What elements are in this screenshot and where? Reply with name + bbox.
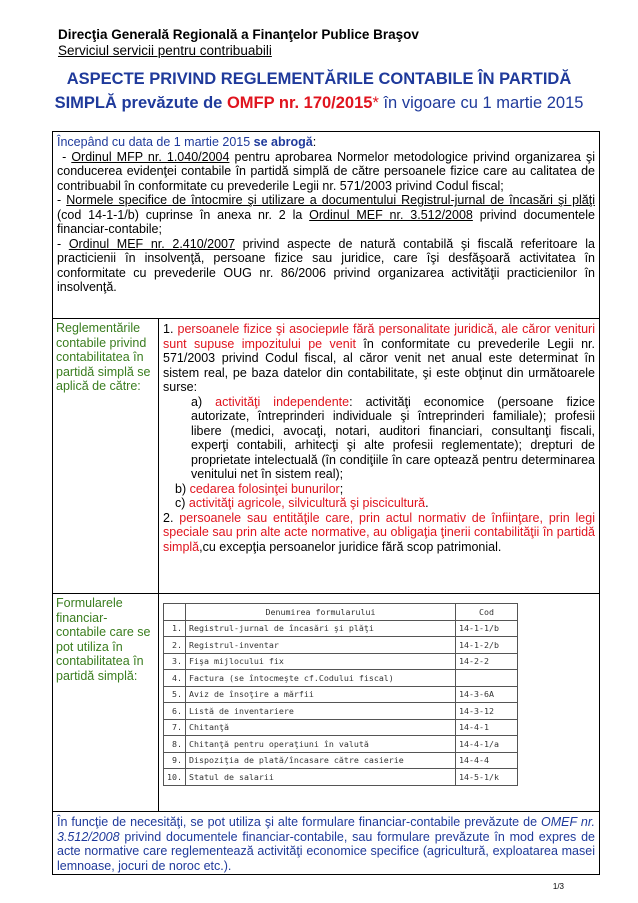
applicability-point-2: 2. persoanele sau entităţile care, prin actul normativ de înfiinţare, prin legi speciale sau prin alte acte normative, au obligaţia ţinerii contabilităţii în partidă simplă,cu excepţia persoanelor juridice fără scop patrimonial. — [163, 510, 595, 554]
document-title: ASPECTE PRIVIND REGLEMENTĂRILE CONTABILE ÎN PARTIDĂ — [66, 70, 572, 88]
form-code: 14-1-2/b — [456, 637, 518, 654]
form-name: Registrul-jurnal de încasări şi plăţi — [186, 620, 456, 637]
form-code: 14-3-6A — [456, 686, 518, 703]
form-number: 1. — [164, 620, 186, 637]
form-number: 4. — [164, 670, 186, 687]
column-header-name: Denumirea formularului — [186, 604, 456, 621]
order-link-3512[interactable]: Ordinul MEF nr. 3.512/2008 — [309, 207, 473, 222]
form-code — [456, 670, 518, 687]
omef-reference: OMEF nr. 3.512/2008 — [57, 815, 596, 844]
forms-table-row — [164, 736, 518, 753]
document-subtitle — [0, 94, 638, 113]
form-code: 14-4-4 — [456, 752, 518, 769]
forms-table-row — [164, 769, 518, 786]
form-number: 2. — [164, 637, 186, 654]
abrogation-lead: Începând cu data de 1 martie 2015 se abrogă: — [57, 135, 317, 149]
department-name: Serviciul servicii pentru contribuabili — [58, 43, 272, 58]
forms-table-row — [164, 653, 518, 670]
form-name: Statul de salarii — [186, 769, 456, 786]
forms-table — [163, 603, 518, 786]
form-name: Fişa mijlocului fix — [186, 653, 456, 670]
forms-table-row — [164, 752, 518, 769]
forms-content — [159, 594, 599, 811]
form-name: Dispoziţia de plată/încasare către casierie — [186, 752, 456, 769]
order-link-2410[interactable]: Ordinul MEF nr. 2.410/2007 — [68, 236, 235, 251]
source-a: a) activităţi independente: activităţi economice (persoane fizice autorizate, întreprinderi individuale şi întreprinderi familiale); profesii libere (medici, avocaţi, notari, auditori financiari, consultanţi fiscali, experţi contabili, arhitecţi şi alte profesii reglementate); drepturi de proprietate intelectuală (în condiţiile în care optează pentru determinarea venitului net în sistem real); — [191, 394, 596, 481]
forms-table-row — [164, 637, 518, 654]
source-b: b) cedarea folosinţei bunurilor; — [175, 481, 344, 496]
abrogated-item-1: - Ordinul MFP nr. 1.040/2004 pentru aprobarea Normelor metodologice privind organizarea şi conducerea evidenţei contabile în partidă simplă de către persoanele fizice care au calitatea de contribuabil în conformitate cu prevederile Legii nr. 571/2003 privind Codul fiscal; — [57, 149, 596, 193]
forms-label: Formularele financiar-contabile care se pot utiliza în contabilitatea în partidă simplă: — [53, 594, 159, 811]
subtitle-part-d: în vigoare cu 1 martie 2015 — [378, 94, 584, 112]
form-code: 14-2-2 — [456, 653, 518, 670]
forms-table-row — [164, 703, 518, 720]
form-name: Aviz de însoţire a mărfii — [186, 686, 456, 703]
forms-table-row — [164, 686, 518, 703]
form-number: 3. — [164, 653, 186, 670]
forms-table-header — [164, 604, 518, 621]
form-number: 5. — [164, 686, 186, 703]
form-name: Registrul-inventar — [186, 637, 456, 654]
applicability-point-1: 1. persoanele fizice şi asociериle fără personalitate juridică, ale căror venituri sunt supuse impozitului pe venit în conformitate cu prevederile Legii nr. 571/2003 privind Codul fiscal, al căror venit net anual este determinat în sistem real, pe baza datelor din contabilitate, şi este obţinut din următoarele surse: — [163, 322, 595, 394]
forms-table-row — [164, 719, 518, 736]
form-code: 14-1-1/b — [456, 620, 518, 637]
source-c: c) activităţi agricole, silvicultură şi piscicultură. — [175, 496, 429, 510]
forms-row — [52, 593, 600, 812]
forms-table-row — [164, 670, 518, 687]
form-code: 14-4-1 — [456, 719, 518, 736]
asterisk: * — [372, 94, 379, 112]
form-number: 7. — [164, 719, 186, 736]
form-name: Factura (se întocmeşte cf.Codului fiscal) — [186, 670, 456, 687]
forms-table-row — [164, 620, 518, 637]
form-code: 14-4-1/a — [456, 736, 518, 753]
abrogated-item-2: - Normele specifice de întocmire şi utilizare a documentului Registrul-jurnal de încasări şi plăţi (cod 14-1-1/b) cuprinse în anexa nr. 2 la Ordinul MEF nr. 3.512/2008 privind documentele financiar-contabile; — [57, 193, 595, 236]
applicability-content — [159, 319, 599, 593]
applicability-label: Reglementările contabile privind contabilitatea în partidă simplă se aplică de către: — [53, 319, 159, 593]
omfp-reference: OMFP nr. 170/2015 — [226, 94, 373, 112]
form-name: Chitanţă — [186, 719, 456, 736]
form-name: Listă de inventariere — [186, 703, 456, 720]
footer-note: În funcţie de necesităţi, se pot utiliza şi alte formulare financiar-contabile prevăzute de OMEF nr. 3.512/2008 privind documentele financiar-contabile, sau formulare prevăzute în mod expres de acte normative care reglementează activităţi economice specifice (agricultură, exploatarea masei lemnoase, jocuri de noroc etc.). — [52, 811, 600, 875]
subtitle-part-a: SIMPLĂ prevăzute de — [54, 94, 227, 112]
norms-link[interactable]: Normele specifice de întocmire şi utilizare a documentului Registrul-jurnal de încasări şi plăţi — [66, 193, 595, 207]
order-link-1040[interactable]: Ordinul MFP nr. 1.040/2004 — [71, 149, 230, 164]
column-header-code: Cod — [456, 604, 518, 621]
form-number: 10. — [164, 769, 186, 786]
institution-name: Direcţia Generală Regională a Finanţelor Publice Braşov — [58, 27, 419, 42]
form-name: Chitanţă pentru operaţiuni în valută — [186, 736, 456, 753]
form-code: 14-5-1/k — [456, 769, 518, 786]
abrogation-section — [52, 131, 600, 319]
form-number: 8. — [164, 736, 186, 753]
page-number: 1/3 — [552, 882, 564, 891]
form-code: 14-3-12 — [456, 703, 518, 720]
abrogated-item-3: - Ordinul MEF nr. 2.410/2007 privind aspecte de natură contabilă şi fiscală referitoare la practicienii în insolvenţă, persoane fizice sau juridice, care îşi desfăşoară activitatea în conformitate cu prevederile OUG nr. 86/2006 privind organizarea activităţii practicienilor în insolvenţă. — [57, 236, 596, 294]
form-number: 9. — [164, 752, 186, 769]
applicability-row — [52, 318, 600, 594]
form-number: 6. — [164, 703, 186, 720]
